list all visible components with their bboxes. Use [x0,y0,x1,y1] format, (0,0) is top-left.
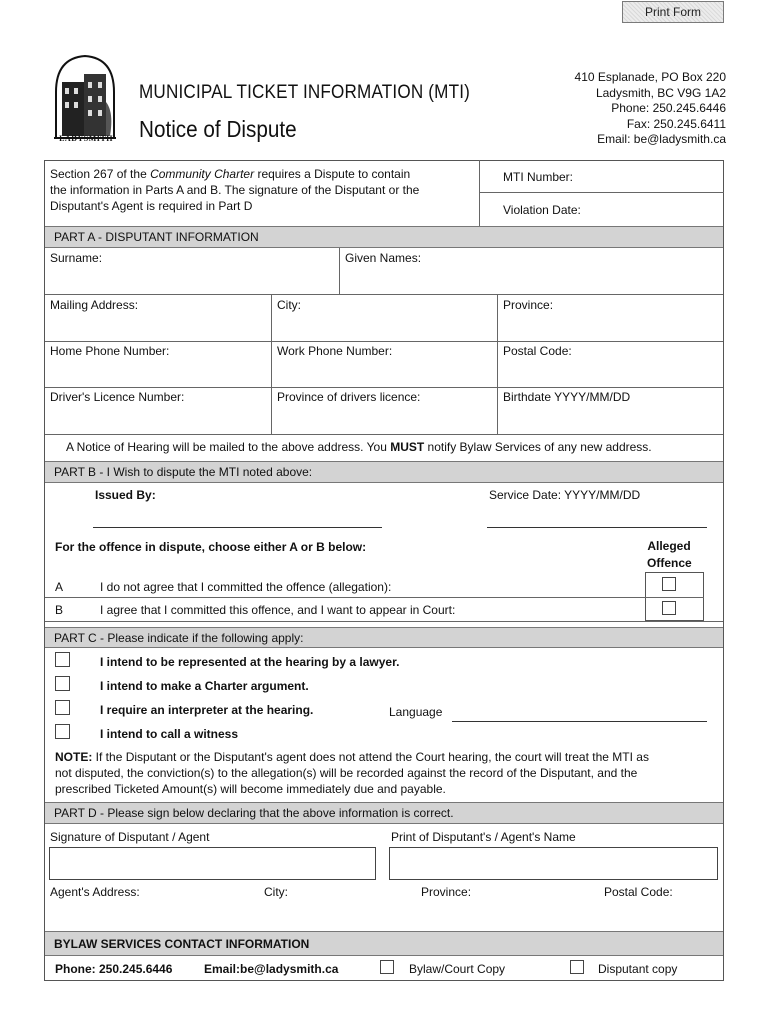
print-form-button[interactable]: Print Form [622,1,724,23]
note-label: NOTE: [55,750,93,764]
bylaw-court-copy-label: Bylaw/Court Copy [409,962,506,976]
notice-pre: A Notice of Hearing will be mailed to the above address. You [66,440,391,454]
signature-input[interactable] [49,847,376,880]
birthdate-field[interactable]: Birthdate YYYY/MM/DD [503,390,631,404]
disputant-copy-checkbox[interactable] [570,960,584,974]
issued-by-line[interactable] [93,527,382,528]
surname-field[interactable]: Surname: [50,251,103,265]
contact-address-block [575,70,726,148]
address-line: Fax: 250.245.6411 [626,116,726,131]
part-d-heading: PART D - Please sign below declaring that the above information is correct. [45,802,723,824]
address-line: 410 Esplanade, PO Box 220 [574,70,726,84]
part-c-heading: PART C - Please indicate if the following apply: [45,627,723,648]
language-line[interactable] [452,721,707,722]
witness-text: I intend to call a witness [100,727,239,741]
postal-code-field[interactable]: Postal Code: [503,344,572,358]
signature-label: Signature of Disputant / Agent [50,830,210,844]
part-b-heading: PART B - I Wish to dispute the MTI noted above: [45,461,723,483]
notice-of-hearing-text [66,440,652,454]
intro-line1-post: requires a Dispute to contain [254,167,411,181]
note-line2: not disputed, the conviction(s) to the allegation(s) will be recorded against the record of the Disputant, and the [55,766,638,780]
contact-email: Email:be@ladysmith.ca [204,962,339,976]
given-names-field[interactable]: Given Names: [345,251,422,265]
offence-label: Offence [647,556,692,570]
option-a-checkbox[interactable] [662,577,676,591]
page-subtitle: Notice of Dispute [139,116,297,142]
note-line1: If the Disputant or the Disputant's agent does not attend the Court hearing, the court will treat the MTI as [92,750,649,764]
contact-heading: BYLAW SERVICES CONTACT INFORMATION [45,931,723,956]
notice-must: MUST [390,440,425,454]
ladysmith-logo-icon [52,52,118,144]
disputant-copy-label: Disputant copy [598,962,678,976]
note-text [55,749,720,797]
option-a-letter: A [55,580,64,594]
contact-phone: Phone: 250.245.6446 [55,962,173,976]
province-field[interactable]: Province: [503,298,554,312]
alleged-label: Alleged [647,539,691,553]
service-date-line[interactable] [487,527,707,528]
intro-line1-em: Community Charter [150,167,255,181]
page-title: MUNICIPAL TICKET INFORMATION (MTI) [139,82,471,103]
print-name-input[interactable] [389,847,718,880]
option-b-checkbox[interactable] [662,601,676,615]
print-name-label: Print of Disputant's / Agent's Name [391,830,576,844]
lawyer-text: I intend to be represented at the hearing by a lawyer. [100,655,400,669]
home-phone-field[interactable]: Home Phone Number: [50,344,170,358]
intro-text [50,166,470,214]
option-b-text: I agree that I committed this offence, and I want to appear in Court: [100,603,456,617]
city-field[interactable]: City: [277,298,301,312]
address-line: Ladysmith, BC V9G 1A2 [595,85,726,100]
interpreter-checkbox[interactable] [55,700,70,715]
language-label: Language [389,705,443,719]
note-line3: prescribed Ticketed Amount(s) will become immediately due and payable. [55,782,446,796]
agent-address-field[interactable]: Agent's Address: [50,885,140,899]
option-a-text: I do not agree that I committed the offence (allegation): [100,580,392,594]
witness-checkbox[interactable] [55,724,70,739]
logo-text: LADYSMITH [59,134,113,143]
province-licence-field[interactable]: Province of drivers licence: [277,390,421,404]
choose-option-text: For the offence in dispute, choose either A or B below: [55,540,367,554]
interpreter-text: I require an interpreter at the hearing. [100,703,314,717]
drivers-licence-field[interactable]: Driver's Licence Number: [50,390,185,404]
intro-line2: the information in Parts A and B. The signature of the Disputant or the [50,183,420,197]
mailing-address-field[interactable]: Mailing Address: [50,298,139,312]
lawyer-checkbox[interactable] [55,652,70,667]
mti-number-field[interactable]: MTI Number: [503,170,574,184]
work-phone-field[interactable]: Work Phone Number: [277,344,393,358]
agent-postal-code-field[interactable]: Postal Code: [604,885,673,899]
address-line: Email: be@ladysmith.ca [597,132,726,147]
bylaw-court-copy-checkbox[interactable] [380,960,394,974]
option-b-letter: B [55,603,64,617]
part-a-heading: PART A - DISPUTANT INFORMATION [45,226,723,248]
agent-city-field[interactable]: City: [264,885,288,899]
intro-line1-pre: Section 267 of the [50,167,151,181]
notice-post: notify Bylaw Services of any new address. [424,440,652,454]
violation-date-field[interactable]: Violation Date: [503,203,581,217]
service-date-label: Service Date: YYYY/MM/DD [489,488,641,502]
agent-province-field[interactable]: Province: [421,885,472,899]
intro-line3: Disputant's Agent is required in Part D [50,199,253,213]
alleged-offence-header [647,538,691,572]
charter-checkbox[interactable] [55,676,70,691]
issued-by-label: Issued By: [95,488,156,502]
charter-text: I intend to make a Charter argument. [100,679,309,693]
address-line: Phone: 250.245.6446 [611,101,726,116]
